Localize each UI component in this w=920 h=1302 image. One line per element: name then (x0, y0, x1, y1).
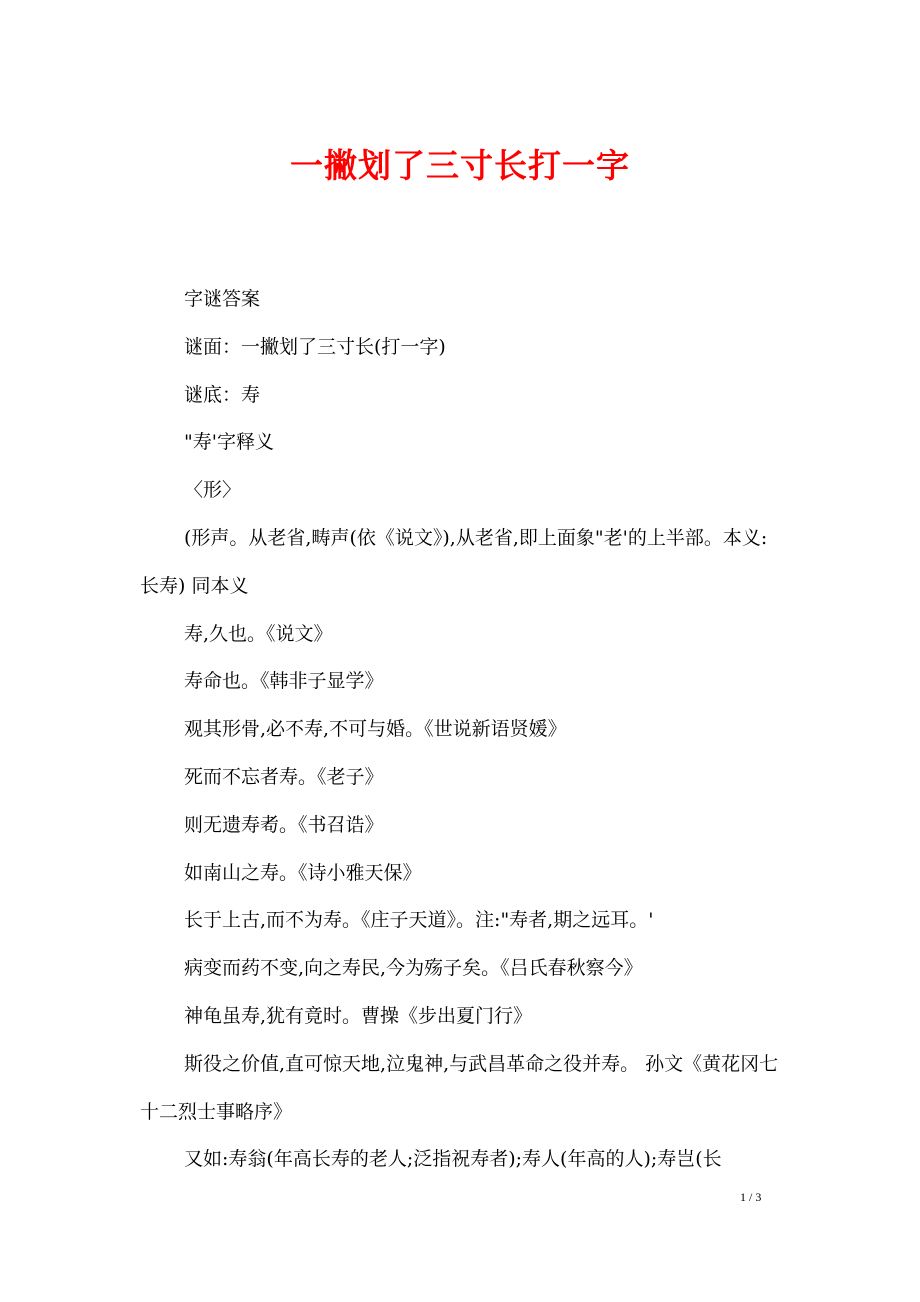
document-title: 一撇划了三寸长打一字 (290, 146, 630, 185)
paragraph: 神龟虽寿,犹有竟时。曹操《步出夏门行》 (184, 1004, 533, 1027)
paragraph: 如南山之寿。《诗小雅天保》 (184, 861, 422, 884)
paragraph: 谜底：寿 (184, 383, 261, 406)
paragraph: 观其形骨,必不寿,不可与婚。《世说新语贤媛》 (184, 718, 567, 741)
paragraph: 死而不忘者寿。《老子》 (184, 765, 384, 788)
paragraph: 又如:寿翁(年高长寿的老人;泛指祝寿者);寿人(年高的人);寿岂(长 (184, 1148, 722, 1171)
document-body (140, 276, 782, 1184)
paragraph: 〈形〉 (184, 479, 242, 502)
page-number: 1 / 3 (740, 1190, 762, 1204)
paragraph: 字谜答案 (184, 288, 261, 310)
paragraph: (形声。从老省,畴声(依《说文》),从老省,即上面象"老'的上半部。本义:长寿) 同本义 (140, 526, 768, 597)
paragraph: "寿'字释义 (184, 431, 274, 454)
paragraph: 斯役之价值,直可惊天地,泣鬼神,与武昌革命之役并寿。 孙文《黄花冈七十二烈士事略序》 (140, 1052, 779, 1123)
paragraph: 长于上古,而不为寿。《庄子天道》。注:"寿者,期之远耳。' (184, 909, 654, 932)
paragraph: 病变而药不变,向之寿民,今为殇子矣。《吕氏春秋察今》 (184, 957, 643, 980)
paragraph: 谜面：一撇划了三寸长(打一字) (184, 335, 446, 358)
paragraph: 寿,久也。《说文》 (184, 622, 333, 645)
paragraph: 则无遗寿耇。《书召诰》 (184, 813, 384, 836)
paragraph: 寿命也。《韩非子显学》 (184, 670, 384, 693)
